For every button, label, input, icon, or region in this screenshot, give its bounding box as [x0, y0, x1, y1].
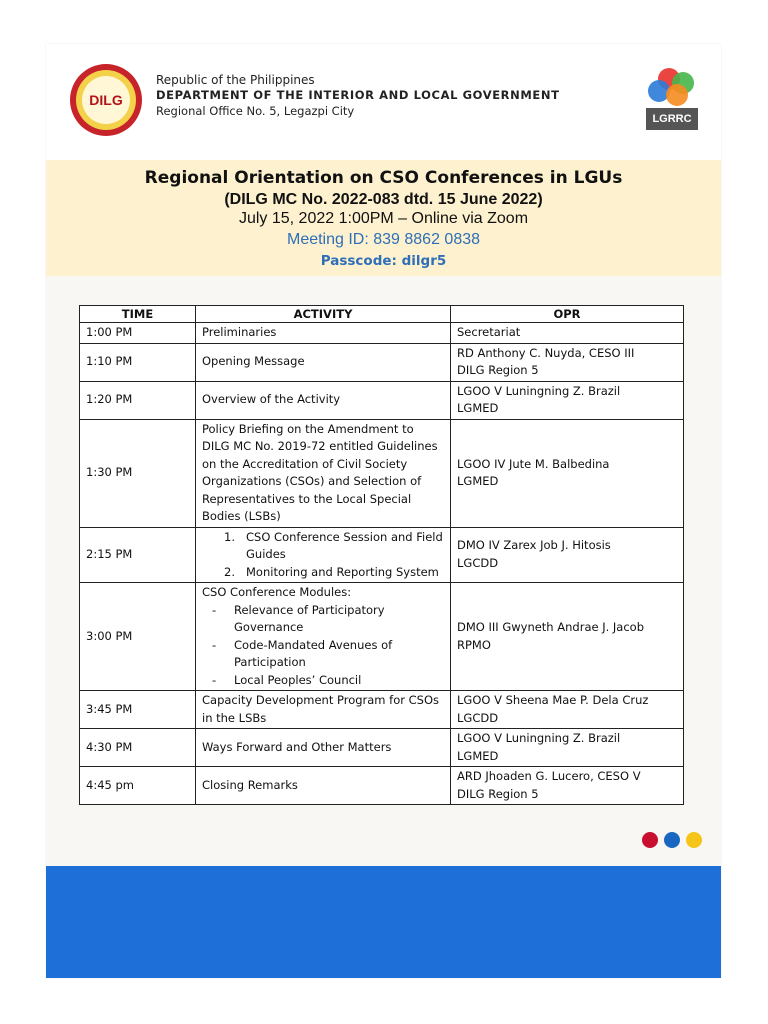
- modules-lead: CSO Conference Modules:: [202, 585, 352, 599]
- list-item: [224, 529, 444, 564]
- table-row: [80, 729, 684, 767]
- yellow-dot: [686, 832, 702, 848]
- table-row: [80, 323, 684, 344]
- list-item: [212, 637, 444, 672]
- department-line: DEPARTMENT OF THE INTERIOR AND LOCAL GOVERNMENT: [156, 88, 560, 102]
- time-cell: 4:45 pm: [80, 767, 196, 805]
- republic-line: Republic of the Philippines: [156, 73, 315, 87]
- list-number: 2.: [224, 564, 235, 579]
- opr-name: Secretariat: [457, 325, 521, 339]
- time-cell: 1:20 PM: [80, 381, 196, 419]
- agency-block: [156, 72, 560, 119]
- schedule-table: [79, 305, 684, 805]
- list-text: CSO Conference Session and Field Guides: [246, 529, 443, 561]
- table-row: [80, 583, 684, 691]
- time-cell: 1:30 PM: [80, 419, 196, 527]
- dilg-logo-text: DILG: [82, 76, 130, 124]
- meeting-id: Meeting ID: 839 8862 0838: [286, 231, 481, 248]
- opr-cell: [451, 419, 684, 527]
- opr-office: DILG Region 5: [457, 363, 539, 377]
- table-row: [80, 419, 684, 527]
- header-time: TIME: [80, 306, 196, 323]
- event-subtitle: (DILG MC No. 2022-083 dtd. 15 June 2022): [224, 191, 543, 208]
- list-text: Code-Mandated Avenues of Participation: [234, 637, 393, 669]
- list-text: Relevance of Participatory Governance: [234, 602, 385, 634]
- opr-cell: [451, 527, 684, 583]
- dilg-seal-logo: [70, 64, 142, 136]
- list-dash: -: [212, 672, 217, 687]
- activity-cell: Opening Message: [196, 343, 451, 381]
- blue-dot: [664, 832, 680, 848]
- time-cell: 3:45 PM: [80, 691, 196, 729]
- list-text: Monitoring and Reporting System: [246, 564, 439, 579]
- activity-cell: [196, 527, 451, 583]
- activity-cell: Closing Remarks: [196, 767, 451, 805]
- activity-cell: Policy Briefing on the Amendment to DILG MC No. 2019-72 entitled Guidelines on the Accreditation of Civil Society Organizations (CSOs) and Selection of Representatives to the Local Special Bodies (LSBs): [196, 419, 451, 527]
- table-row: [80, 767, 684, 805]
- list-dash: -: [212, 637, 217, 652]
- opr-office: LGCDD: [457, 555, 499, 570]
- lgrrc-logo-text: LGRRC: [646, 108, 698, 130]
- regional-office-line: Regional Office No. 5, Legazpi City: [156, 104, 355, 118]
- activity-cell: Preliminaries: [196, 323, 451, 344]
- opr-office: LGMED: [457, 748, 499, 763]
- opr-name: LGOO V Luningning Z. Brazil: [457, 383, 621, 398]
- numbered-list: [202, 529, 444, 582]
- list-text: Local Peoples’ Council: [234, 672, 362, 687]
- list-item: [224, 564, 444, 582]
- opr-name: LGOO IV Jute M. Balbedina: [457, 456, 610, 471]
- opr-cell: [451, 323, 684, 344]
- opr-cell: [451, 583, 684, 691]
- opr-name: RD Anthony C. Nuyda, CESO III: [457, 345, 635, 360]
- opr-cell: [451, 343, 684, 381]
- time-cell: 3:00 PM: [80, 583, 196, 691]
- opr-name: DMO IV Zarex Job J. Hitosis: [457, 538, 611, 553]
- opr-cell: [451, 729, 684, 767]
- list-dash: -: [212, 602, 217, 617]
- opr-office: RPMO: [457, 637, 491, 652]
- event-datetime: July 15, 2022 1:00PM – Online via Zoom: [238, 210, 529, 227]
- event-banner: [46, 160, 721, 276]
- document-page: [46, 44, 721, 978]
- opr-office: LGMED: [457, 401, 499, 415]
- dash-list: [202, 602, 444, 690]
- list-item: [212, 672, 444, 690]
- opr-name: ARD Jhoaden G. Lucero, CESO V: [457, 769, 641, 783]
- table-row: [80, 527, 684, 583]
- list-number: 1.: [224, 529, 235, 544]
- activity-cell: [196, 583, 451, 691]
- red-dot: [642, 832, 658, 848]
- time-cell: 1:00 PM: [80, 323, 196, 344]
- header-opr: OPR: [451, 306, 684, 323]
- header-activity: ACTIVITY: [196, 306, 451, 323]
- table-row: [80, 691, 684, 729]
- activity-cell: Overview of the Activity: [196, 381, 451, 419]
- time-cell: 4:30 PM: [80, 729, 196, 767]
- opr-name: DMO III Gwyneth Andrae J. Jacob: [457, 620, 645, 634]
- event-title: Regional Orientation on CSO Conferences in LGUs: [144, 168, 623, 188]
- opr-cell: [451, 767, 684, 805]
- time-cell: 1:10 PM: [80, 343, 196, 381]
- list-item: [212, 602, 444, 637]
- lgrrc-logo: [646, 68, 698, 130]
- table-header-row: [80, 306, 684, 323]
- opr-office: DILG Region 5: [457, 786, 539, 801]
- activity-cell: Ways Forward and Other Matters: [196, 729, 451, 767]
- opr-office: LGCDD: [457, 710, 499, 725]
- letterhead: [46, 44, 721, 160]
- opr-cell: [451, 381, 684, 419]
- footer-band: [46, 866, 721, 978]
- time-cell: 2:15 PM: [80, 527, 196, 583]
- opr-name: LGOO V Luningning Z. Brazil: [457, 731, 621, 745]
- opr-office: LGMED: [457, 474, 499, 488]
- opr-name: LGOO V Sheena Mae P. Dela Cruz: [457, 693, 649, 707]
- table-row: [80, 381, 684, 419]
- passcode: Passcode: dilgr5: [320, 253, 447, 269]
- opr-cell: [451, 691, 684, 729]
- activity-cell: Capacity Development Program for CSOs in the LSBs: [196, 691, 451, 729]
- table-row: [80, 343, 684, 381]
